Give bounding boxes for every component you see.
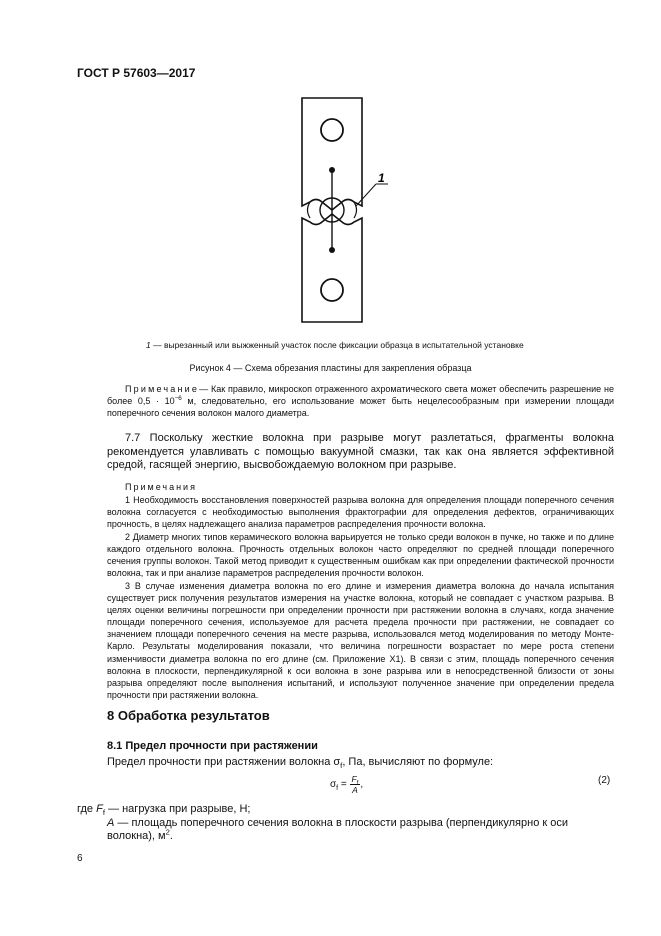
upper-grip-hole (321, 119, 343, 141)
figure-label-marker: 1 (378, 171, 385, 185)
notes-heading: Примечания (125, 482, 197, 492)
left-burnt-edge (308, 202, 311, 218)
formula-fraction (350, 774, 364, 795)
label-leader-line (356, 184, 376, 206)
lower-grip-hole (321, 279, 343, 301)
lower-glue-dot (329, 247, 335, 253)
formula-lhs-subscript: f (336, 785, 339, 793)
where-block (77, 803, 614, 844)
section-8-1-title: 8.1 Предел прочности при растяжении (107, 740, 318, 752)
tensile-strength-formula (330, 774, 363, 795)
right-burnt-edge (354, 202, 357, 218)
where-line-2: A — площадь поперечного сечения волокна в плоскости разрыва (перпендикулярно к оси волокна), $м^2$. (107, 816, 568, 843)
formula-numerator-subscript: f (356, 780, 359, 787)
specimen-plate-figure (290, 96, 390, 326)
figure-legend (146, 340, 524, 350)
note-tail: м, следовательно, его использование может быть нецелесообразным при измерении площади поперечного сечения волокон малого диаметра. (107, 396, 614, 419)
formula-numerator: F (351, 774, 357, 784)
note-1: 1 Необходимость восстановления поверхностей разрыва волокна для определения площади поперечного сечения волокна согласуется с необходимостью выполнения фрактографии для определения дефектов, ограничивающих прочность, в целях надлежащего анализа параметров распределения прочности волокна. (107, 495, 614, 530)
equation-number: (2) (598, 775, 611, 786)
formula-comma: , (360, 779, 364, 791)
intro-text: Предел прочности при растяжении волокна σ (107, 756, 341, 768)
intro-subscript: f (340, 761, 343, 771)
specimen-plate-drawing (290, 96, 390, 326)
formula-equals: = (338, 779, 350, 791)
legend-text: — вырезанный или выжженный участок после фиксации образца в испытательной установке (150, 340, 524, 350)
formula-denominator: A (352, 785, 358, 795)
section-8-title: 8 Обработка результатов (107, 708, 270, 723)
intro-text-end: , Па, вычисляют по формуле: (342, 756, 494, 768)
note-text: — Как правило, микроскоп отраженного ахроматического света может обеспечить разрешение не более 0,5 · 10 (107, 384, 614, 407)
note-exponent: −6 (174, 395, 182, 403)
document-header: ГОСТ Р 57603—2017 (77, 66, 196, 80)
paragraph-7-7: 7.7 Поскольку жесткие волокна при разрыве могут разлетаться, фрагменты волокна рекомендуется улавливать с помощью вакуумной смазки, так как она является эффективной средой, гасящей энергию, высвобождаемую волокном при разрыве. (107, 432, 614, 472)
note-2: 2 Диаметр многих типов керамического волокна варьируется не только среди волокон в пучке, но также и по длине каждого отдельного волокна. Прочность отдельных волокон часто определяют по средней площади поперечного сечения группы волокон. Такой метод приводит к существенным ошибкам как при определении фактической прочности волокна, так и при анализе параметров распределения прочности волокон. (107, 532, 614, 579)
figure-title: Рисунок 4 — Схема обрезания пластины для закрепления образца (189, 363, 472, 373)
page-number: 6 (77, 853, 83, 864)
note-3: 3 В случае изменения диаметра волокна по его длине и измерения диаметра волокна до начала испытания существует риск получения результатов измерения на участке волокна, который не совпадает с участком разрыва. В целях оценки величины погрешности при определении прочности при растяжении волокна в случаях, когда значение площади поперечного сечения, используемое для расчета предела прочности при растяжении, не совпадает со значением площади поперечного сечения на месте разрыва, использовался метод моделирования по методу Монте-Карло. Результаты моделирования показали, что величина погрешности возрастает по мере роста степени изменчивости диаметра волокна по его длине (см. Приложение Х1). В связи с этим, площадь поперечного сечения волокна в плоскости, перпендикулярной к оси волокна в зоне разрыва или в непосредственной близости от зоны разрыва определяют после выполнения испытаний, и используют полученное значение при определении предела прочности при растяжении волокна. (107, 581, 614, 700)
legend-number: 1 (146, 340, 151, 350)
note-label: Примечание (125, 384, 200, 394)
where-line-1: где $F_f$ — нагрузка при разрыве, Н; (77, 803, 251, 818)
formula-intro (107, 756, 494, 771)
upper-glue-dot (329, 167, 335, 173)
formula-lhs: σ (330, 779, 337, 791)
note-paragraph (107, 383, 614, 419)
